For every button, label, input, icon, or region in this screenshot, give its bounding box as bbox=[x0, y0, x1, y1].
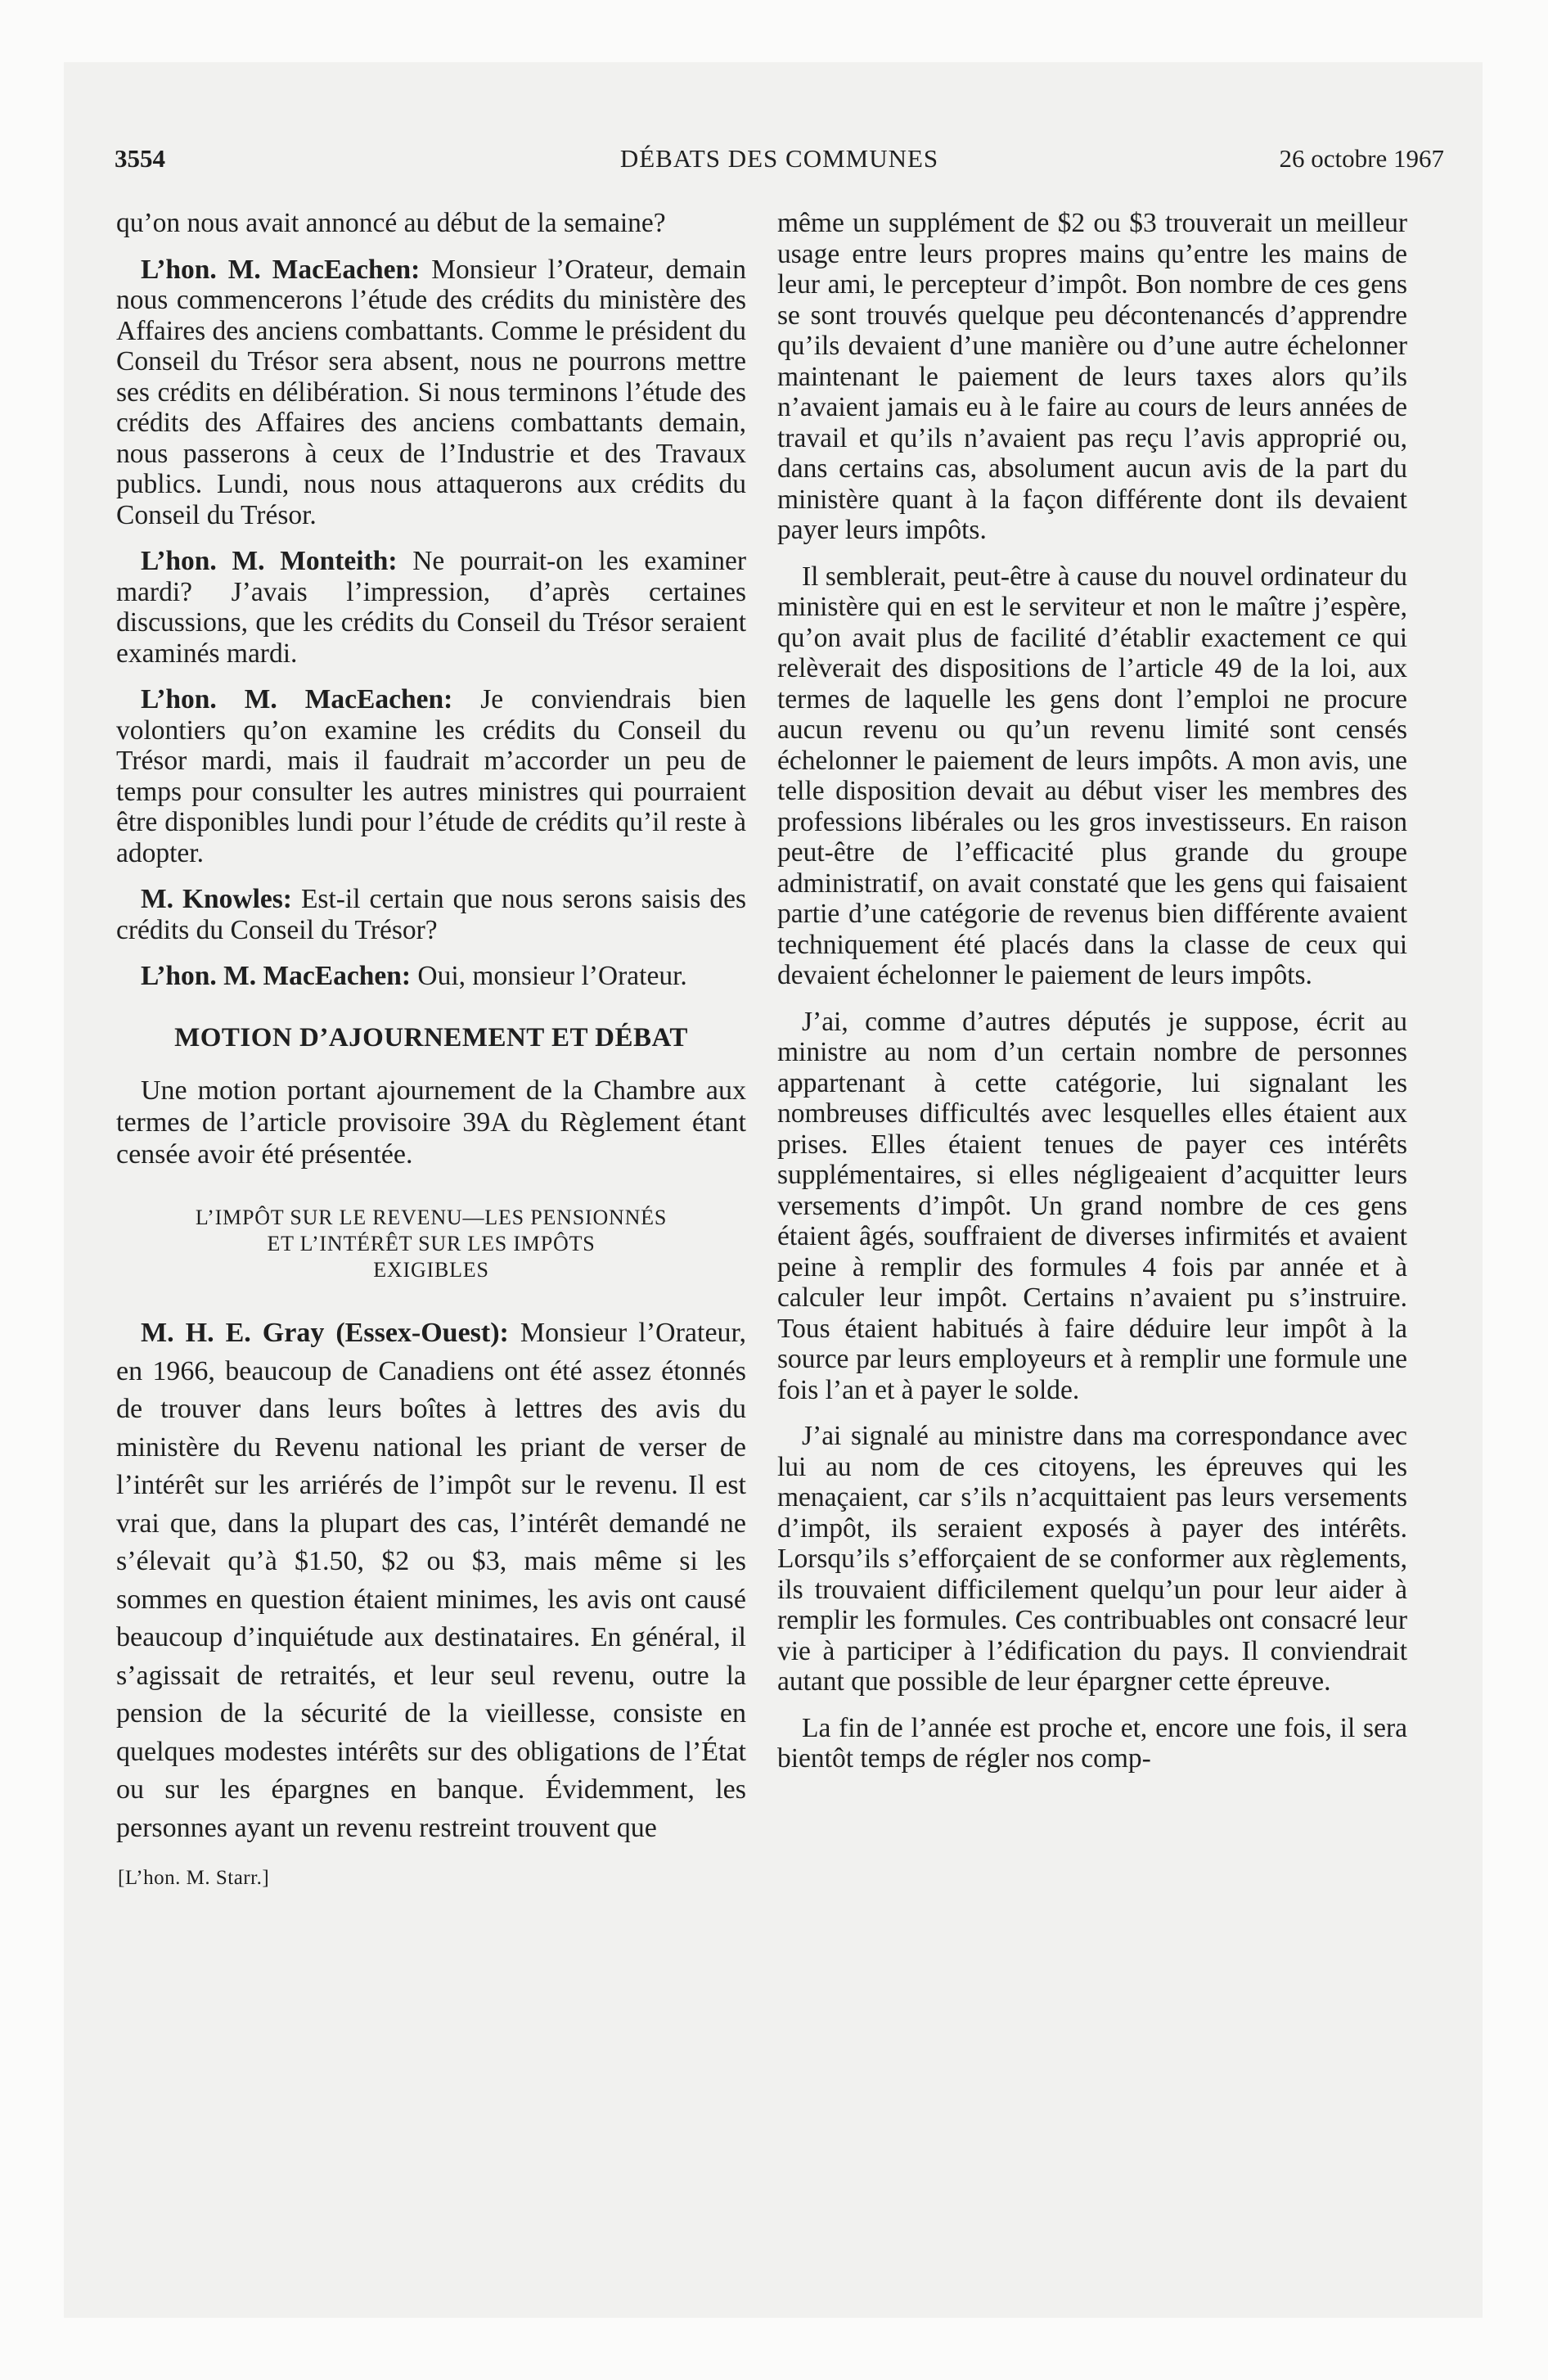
page-number: 3554 bbox=[115, 144, 165, 173]
subsection-heading-line: EXIGIBLES bbox=[373, 1258, 489, 1282]
speaker-name: L’hon. M. MacEachen: bbox=[141, 961, 412, 991]
speech-paragraph bbox=[116, 255, 746, 531]
journal-title: DÉBATS DES COMMUNES bbox=[619, 144, 939, 173]
speech-text: Monsieur l’Orateur, en 1966, beaucoup de Canadiens ont été assez étonnés de trouver dans leurs boîtes à lettres des avis du ministère du Revenu national les priant de verser de l’intérêt sur les arriérés de l’impôt sur le revenu. Il est vrai que, dans la plupart des cas, l’intérêt demandé ne s’élevait qu’à $1.50, $2 ou $3, mais même si les sommes en question étaient minimes, les avis ont causé beaucoup d’inquiétude aux destinataires. En général, il s’agissait de retraités, et leur seul revenu, outre la pension de la sécurité de la vieillesse, consiste en quelques modestes intérêts sur des obligations de l’État ou sur les épargnes en banque. Évidemment, les personnes ayant un revenu restreint trouvent que bbox=[116, 1318, 746, 1843]
subsection-heading bbox=[116, 1205, 746, 1283]
speech-paragraph bbox=[116, 961, 746, 992]
section-heading: MOTION D’AJOURNEMENT ET DÉBAT bbox=[174, 1022, 688, 1053]
running-head bbox=[115, 144, 1444, 185]
paragraph: La fin de l’année est proche et, encore une fois, il sera bientôt temps de régler nos comp- bbox=[777, 1712, 1407, 1774]
speaker-name: M. H. E. Gray (Essex-Ouest): bbox=[141, 1318, 509, 1348]
speaker-name: L’hon. M. MacEachen: bbox=[141, 254, 421, 285]
speech-text: Ne pourrait-on les examiner mardi? J’avais l’impression, d’après certaines discussions, que les crédits du Conseil du Trésor seraient examinés mardi. bbox=[116, 546, 746, 669]
issue-date: 26 octobre 1967 bbox=[1279, 144, 1444, 173]
speaker-name: L’hon. M. Monteith: bbox=[141, 546, 398, 576]
speech-text: Est-il certain que nous serons saisis des crédits du Conseil du Trésor? bbox=[116, 884, 746, 945]
speech-text: Oui, monsieur l’Orateur. bbox=[411, 961, 687, 991]
paragraph: qu’on nous avait annoncé au début de la semaine? bbox=[116, 208, 666, 238]
footnote: [L’hon. M. Starr.] bbox=[118, 1867, 270, 1889]
left-column bbox=[116, 208, 746, 1894]
subsection-heading-line: ET L’INTÉRÊT SUR LES IMPÔTS bbox=[267, 1232, 596, 1255]
speech-text: Je conviendrais bien volontiers qu’on examine les crédits du Conseil du Trésor mardi, mais il faudrait m’accorder un peu de temps pour consulter les autres ministres qui pourraient être disponibles lundi pour l’étude de crédits qu’il reste à adopter. bbox=[116, 684, 746, 868]
subsection-heading-line: L’IMPÔT SUR LE REVENU—LES PENSIONNÉS bbox=[195, 1206, 668, 1229]
paragraph: même un supplément de $2 ou $3 trouverait un meilleur usage entre leurs propres mains qu’entre les mains de leur ami, le percepteur d’impôt. Bon nombre de ces gens se sont trouvés quelque peu décontenancés d’apprendre qu’ils devaient d’une manière ou d’une autre échelonner maintenant le paiement de leurs taxes alors qu’ils n’avaient jamais eu à le faire au cours de leurs années de travail et qu’ils n’avaient pas reçu l’avis approprié ou, dans certains cas, absolument aucun avis de la part du ministère quant à la façon différente dont ils devaient payer leurs impôts. bbox=[777, 208, 1407, 545]
paragraph: Il semblerait, peut-être à cause du nouvel ordinateur du ministère qui en est le serviteur et non le maître j’espère, qu’on avait plus de facilité d’établir exactement ce qui relèverait des dispositions de l’article 49 de la loi, aux termes de laquelle les gens dont l’emploi ne procure aucun revenu ou qu’un revenu limité sont censés échelonner le paiement de leurs impôts. A mon avis, une telle disposition devait au début viser les membres des professions libérales ou les gros investisseurs. En raison peut-être de l’efficacité plus grande du groupe administratif, on avait constaté que les gens qui faisaient partie d’une catégorie de revenus bien différente avaient techniquement été placés dans la classe de ceux qui devaient échelonner le paiement de leurs impôts. bbox=[777, 561, 1407, 990]
speech-paragraph bbox=[116, 546, 746, 669]
paragraph: J’ai signalé au ministre dans ma correspondance avec lui au nom de ces citoyens, les épreuves qui les menaçaient, car s’ils n’acquittaient pas leurs versements d’impôt, ils seraient exposés à payer des intérêts. Lorsqu’ils s’efforçaient de se conformer aux règlements, ils trouvaient difficilement quelqu’un pour leur aider à remplir les formules. Ces contribuables ont consacré leur vie à participer à l’édification du pays. Il conviendrait autant que possible de leur épargner cette épreuve. bbox=[777, 1421, 1407, 1697]
speaker-name: M. Knowles: bbox=[141, 884, 292, 914]
right-column bbox=[777, 208, 1407, 1790]
speaker-name: L’hon. M. MacEachen: bbox=[141, 684, 453, 714]
speech-paragraph bbox=[116, 684, 746, 868]
paragraph: J’ai, comme d’autres députés je suppose, écrit au ministre au nom d’un certain nombre de personnes appartenant à cette catégorie, lui signalant les nombreuses difficultés avec lesquelles elles étaient aux prises. Elles étaient tenues de payer ces intérêts supplémentaires, si elles négligeaient d’acquitter leurs versements d’impôt. Un grand nombre de ces gens étaient âgés, souffraient de diverses infirmités et avaient peine à remplir des formules 4 fois par année et à calculer leur impôt. Certains n’avaient pu s’instruire. Tous étaient habitués à faire déduire leur impôt à la source par leurs employeurs et à remplir une formule une fois l’an et à payer le solde. bbox=[777, 1006, 1407, 1405]
speech-paragraph bbox=[116, 1314, 746, 1847]
motion-paragraph: Une motion portant ajournement de la Chambre aux termes de l’article provisoire 39A du Règlement étant censée avoir été présentée. bbox=[116, 1075, 746, 1170]
speech-paragraph bbox=[116, 884, 746, 945]
speech-text: Monsieur l’Orateur, demain nous commencerons l’étude des crédits du ministère des Affaires des anciens combattants. Comme le président du Conseil du Trésor sera absent, nous ne pourrons mettre ses crédits en délibération. Si nous terminons l’étude des crédits des Affaires des anciens combattants demain, nous passerons à ceux de l’Industrie et des Travaux publics. Lundi, nous nous attaquerons aux crédits du Conseil du Trésor. bbox=[116, 254, 746, 530]
